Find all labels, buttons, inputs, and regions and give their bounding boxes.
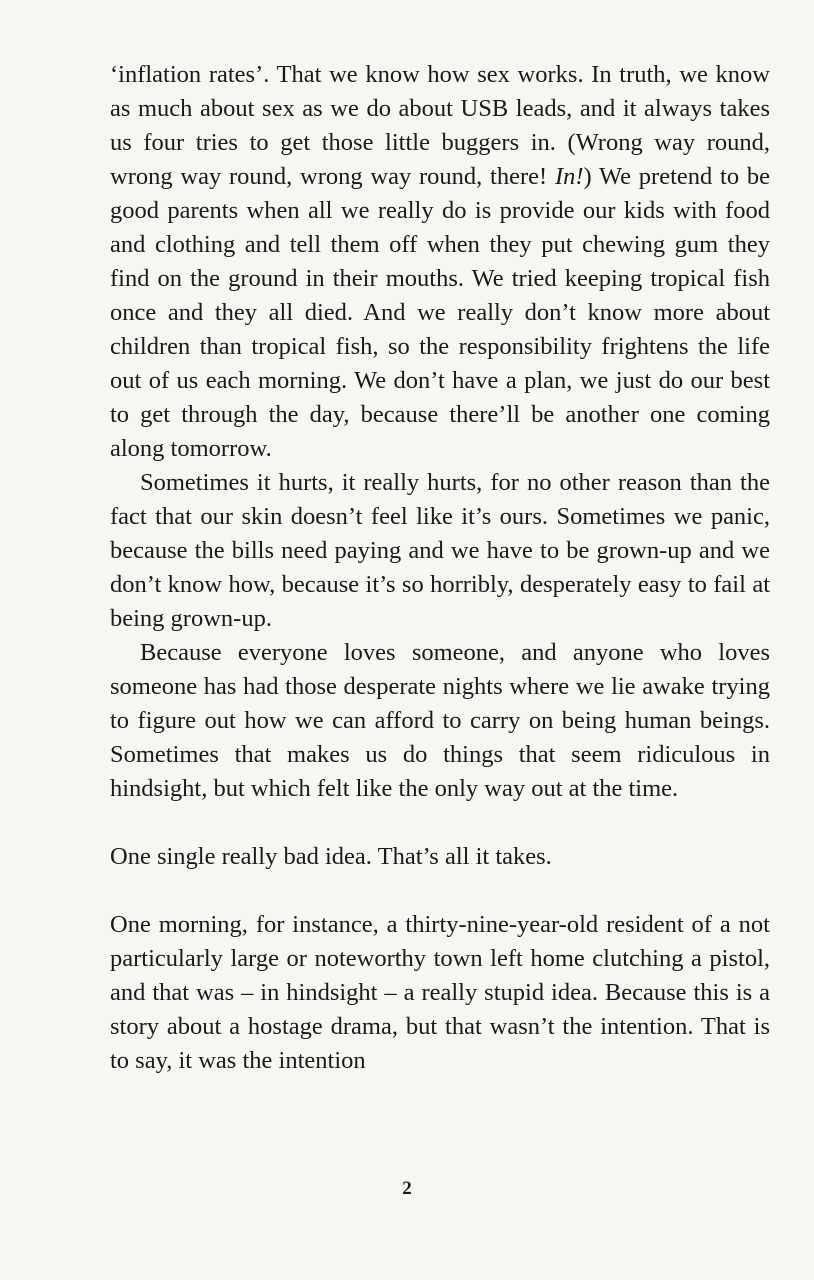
paragraph-1-text-a: ‘inflation rates’. That we know how sex works. In truth, we know as much about sex as we do about USB leads, and it always takes us four tries to get those little buggers in. (Wrong way round, wrong way round, wrong way round, there! xyxy=(110,61,770,190)
page-number: 2 xyxy=(402,1178,412,1199)
paragraph-2: Sometimes it hurts, it really hurts, for no other reason than the fact that our skin doesn’t feel like it’s ours. Sometimes we panic, because the bills need paying and we have to be grown-up and we don’t know how, because it’s so horribly, desperately easy to fail at being grown-up. xyxy=(110,469,770,632)
paragraph-1 xyxy=(110,58,770,466)
paragraph-1-italic: In! xyxy=(554,163,584,190)
paragraph-4: One single really bad idea. That’s all it takes. xyxy=(110,843,552,870)
paragraph-1-text-b: ) We pretend to be good parents when all we really do is provide our kids with food and clothing and tell them off when they put chewing gum they find on the ground in their mouths. We tried keeping tropical fish once and they all died. And we really don’t know more about children than tropical fish, so the responsibility frightens the life out of us each morning. We don’t have a plan, we just do our best to get through the day, because there’ll be another one coming along tomorrow. xyxy=(110,163,770,462)
page-body xyxy=(110,58,770,1078)
paragraph-5: One morning, for instance, a thirty-nine-year-old resident of a not particularly large or noteworthy town left home clutching a pistol, and that was – in hindsight – a really stupid idea. Because this is a story about a hostage drama, but that wasn’t the intention. That is to say, it was the intention xyxy=(110,911,770,1074)
paragraph-3: Because everyone loves someone, and anyone who loves someone has had those desperate nights where we lie awake trying to figure out how we can afford to carry on being human beings. Sometimes that makes us do things that seem ridiculous in hindsight, but which felt like the only way out at the time. xyxy=(110,639,770,802)
